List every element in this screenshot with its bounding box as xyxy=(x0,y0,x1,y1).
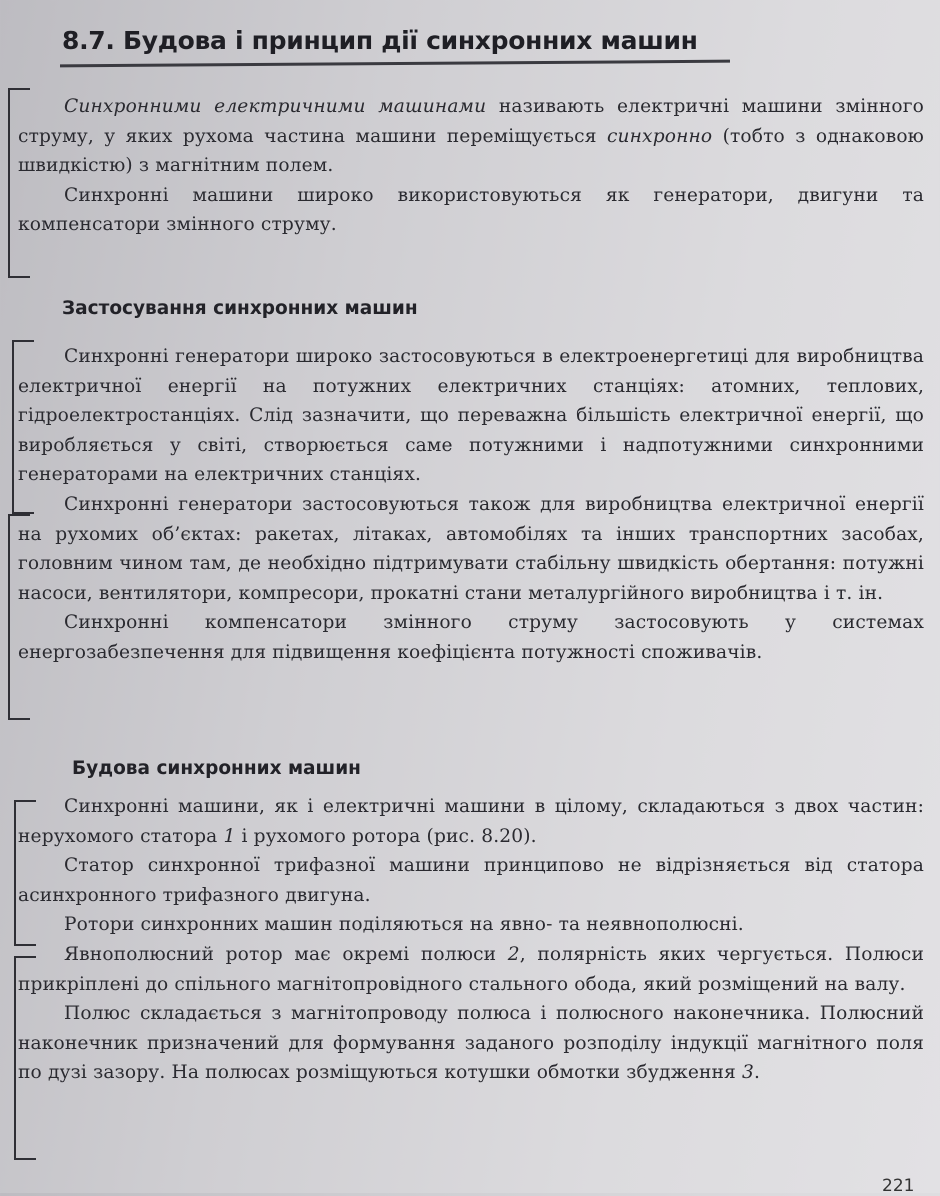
structure-paragraph-5 xyxy=(18,999,924,1088)
margin-bracket-4 xyxy=(14,800,16,946)
structure-text-span-6: . xyxy=(753,1062,761,1084)
title-underline xyxy=(60,60,730,68)
application-text xyxy=(18,342,924,668)
margin-bracket-5 xyxy=(14,956,16,1160)
intro-text-span: називають електричні машини змінного струму, у яких рухома частина машини переміщується xyxy=(18,96,924,147)
section-heading-structure: Будова синхронних машин xyxy=(72,758,361,779)
term-italic: Синхронними електричними машинами xyxy=(64,96,487,117)
structure-paragraph-3: Ротори синхронних машин поділяються на явно- та неявнополюсні. xyxy=(64,914,744,936)
section-heading-application: Застосування синхронних машин xyxy=(62,298,418,319)
structure-paragraph-1 xyxy=(18,792,924,851)
structure-text-span-2: і рухомого ротора (рис. 8.20). xyxy=(235,825,537,847)
figure-ref-3: 3 xyxy=(742,1062,754,1084)
intro-paragraph-1 xyxy=(18,92,924,181)
margin-bracket-3 xyxy=(8,514,10,720)
structure-text-span-5: Полюс складається з магнітопроводу полюса і полюсного наконечника. Полюсний наконечник призначений для формування заданого розподілу індукції магнітного поля по дузі зазору. На полюсах розміщуються котушки обмотки збудження xyxy=(18,1003,924,1084)
intro-text xyxy=(18,92,924,240)
structure-text-span: Синхронні машини, як і електричні машини в цілому, складаються з двох частин: нерухомого статора xyxy=(18,796,924,847)
intro-text-span-2: (тобто з однаковою швидкістю) з магнітним полем. xyxy=(18,125,924,177)
margin-bracket-2 xyxy=(12,340,14,514)
margin-bracket-1 xyxy=(8,88,10,278)
application-paragraph-3: Синхронні компенсатори змінного струму застосовують у системах енергозабезпечення для підвищення коефіцієнта потужності споживачів. xyxy=(18,612,924,663)
figure-ref-2: 2 xyxy=(507,943,520,965)
intro-paragraph-2: Синхронні машини широко використовуються як генератори, двигуни та компенсатори змінного струму. xyxy=(18,184,924,236)
structure-paragraph-2: Статор синхронної трифазної машини принципово не відрізняється від статора асинхронного трифазного двигуна. xyxy=(18,855,924,906)
application-paragraph-2: Синхронні генератори застосовуються також для виробництва електричної енергії на рухомих об’єктах: ракетах, літаках, автомобілях та інших транспортних засобах, головним чином там, де необхідно підтримувати стабільну швидкість обертання: потужні насоси, вентилятори, компресори, прокатні стани металургійного виробництва і т. ін. xyxy=(18,493,924,604)
page-number: 221 xyxy=(882,1176,915,1196)
application-paragraph-1: Синхронні генератори широко застосовуються в електроенергетиці для виробництва електричної енергії на потужних електричних станціях: атомних, теплових, гідроелектростанціях. Слід зазначити, що переважна більшість електричної енергії, що виробляється у світі, створюється саме потужними і надпотужними синхронними генераторами на електричних станціях. xyxy=(18,346,924,486)
structure-text-span-4: , полярність яких чергується. Полюси прикріплені до спільного магнітопровідного стального обода, який розміщений на валу. xyxy=(18,943,924,995)
structure-paragraph-4 xyxy=(18,940,924,999)
page-title: 8.7. Будова і принцип дії синхронних машин xyxy=(62,26,698,55)
figure-ref-1: 1 xyxy=(223,825,236,847)
structure-text-span-3: Явнополюсний ротор має окремі полюси xyxy=(64,943,508,965)
term-italic-2: синхронно xyxy=(606,125,713,147)
structure-text xyxy=(18,792,924,1088)
